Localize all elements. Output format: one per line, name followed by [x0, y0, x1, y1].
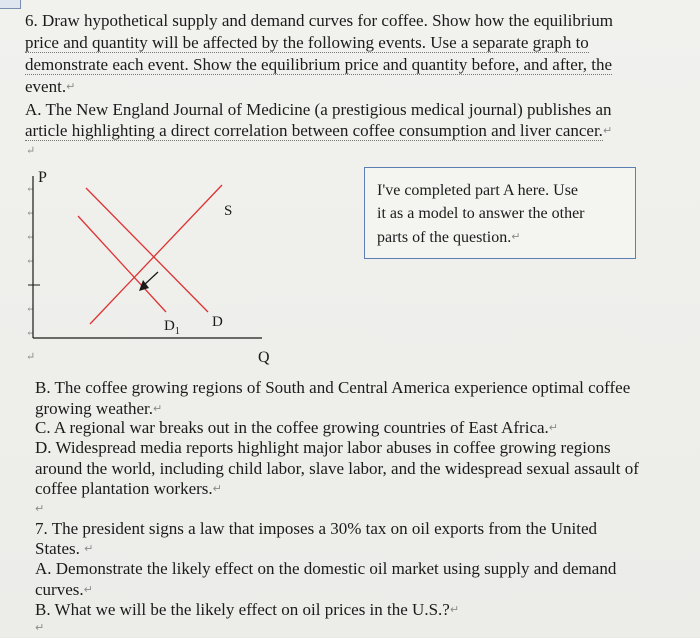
q7-part-b-line-1-text: B. What we will be the likely effect on oil prices in the U.S.?: [35, 600, 450, 619]
svg-text:↵: ↵: [26, 207, 36, 219]
part-c-line-1: [35, 418, 558, 438]
q7-part-b-line-1: [35, 600, 459, 620]
q6-part-a-line-2-text: article highlighting a direct correlation between coffee consumption and liver cancer.: [25, 121, 603, 140]
q6-part-a-line-2: [25, 121, 612, 141]
q6-line-3: [25, 55, 612, 75]
instruction-callout: [364, 167, 636, 259]
callout-line-2: it as a model to answer the other: [377, 205, 585, 222]
demand-label: D: [212, 314, 223, 330]
part-b-line-2: [35, 399, 162, 419]
q6-line-4: [25, 77, 75, 97]
x-axis-label: Q: [258, 349, 270, 365]
callout-line-3-text: parts of the question.: [377, 229, 512, 246]
return-mark-icon: ↵: [449, 603, 460, 616]
return-mark-icon: ↵: [84, 542, 94, 555]
demand-new-label-text: D: [164, 318, 175, 334]
svg-text:↵: ↵: [26, 183, 36, 195]
shift-arrow: [144, 272, 158, 285]
part-d-line-1: D. Widespread media reports highlight major labor abuses in coffee growing regions: [35, 438, 611, 457]
q6-line-2: [25, 33, 589, 53]
return-mark-icon: ↵: [153, 402, 163, 415]
return-mark-icon: ↵: [83, 583, 93, 596]
trailing-paragraph: [35, 618, 44, 638]
y-axis-label: P: [38, 169, 47, 186]
svg-text:↵: ↵: [26, 351, 36, 363]
return-mark-icon: ↵: [35, 502, 45, 515]
demand-new-label: [164, 318, 180, 337]
supply-label: S: [224, 203, 233, 219]
blank-paragraph: [35, 499, 44, 519]
q7-line-2-text: States.: [35, 539, 80, 558]
return-mark-icon: ↵: [212, 482, 222, 495]
return-mark-icon: ↵: [66, 80, 76, 93]
q6-line-4-text: event.: [25, 77, 67, 96]
q6-line-1: 6. Draw hypothetical supply and demand curves for coffee. Show how the equilibrium: [25, 11, 613, 30]
q6-line-3-text: demonstrate each event. Show the equilibrium price and quantity before, and after, the: [25, 55, 613, 74]
return-mark-icon: ↵: [602, 124, 613, 137]
part-d-line-3-text: coffee plantation workers.: [35, 479, 213, 498]
svg-text:↵: ↵: [26, 231, 36, 243]
demand-curve-shifted: [78, 216, 166, 312]
demand-new-subscript: 1: [174, 326, 180, 337]
callout-line-1: I've completed part A here. Use: [377, 182, 579, 199]
return-marks-column: [26, 145, 35, 363]
part-b-line-1: B. The coffee growing regions of South and Central America experience optimal coffee: [35, 378, 631, 397]
return-mark-icon: ↵: [511, 230, 521, 243]
part-b-line-2-text: growing weather.: [35, 399, 154, 418]
part-d-line-3: [35, 479, 222, 499]
supply-curve: [90, 185, 222, 324]
part-c-line-1-text: C. A regional war breaks out in the coffee growing countries of East Africa.: [35, 418, 549, 437]
return-mark-icon: ↵: [548, 421, 559, 434]
q7-line-2: [35, 539, 93, 559]
demand-curve: [86, 188, 208, 312]
part-d-line-2: around the world, including child labor, slave labor, and the widespread sexual assault of: [35, 459, 639, 478]
q7-part-a-line-2: [35, 580, 93, 600]
svg-text:↵: ↵: [26, 145, 36, 157]
callout-line-3: [377, 227, 520, 248]
svg-text:↵: ↵: [26, 303, 36, 315]
q7-part-a-line-2-text: curves.: [35, 580, 84, 599]
q6-part-a-line-1: A. The New England Journal of Medicine (a prestigious medical journal) publishes an: [25, 100, 612, 119]
q6-line-2-text: price and quantity will be affected by the following events. Use a separate graph to: [25, 33, 589, 52]
supply-demand-graph: [0, 140, 360, 365]
return-mark-icon: ↵: [35, 621, 45, 634]
svg-text:↵: ↵: [26, 327, 36, 339]
page-corner-marker: [0, 0, 21, 9]
svg-text:↵: ↵: [26, 255, 36, 267]
q7-line-1: 7. The president signs a law that imposes a 30% tax on oil exports from the United: [35, 519, 597, 538]
q7-part-a-line-1: A. Demonstrate the likely effect on the domestic oil market using supply and demand: [35, 559, 617, 578]
